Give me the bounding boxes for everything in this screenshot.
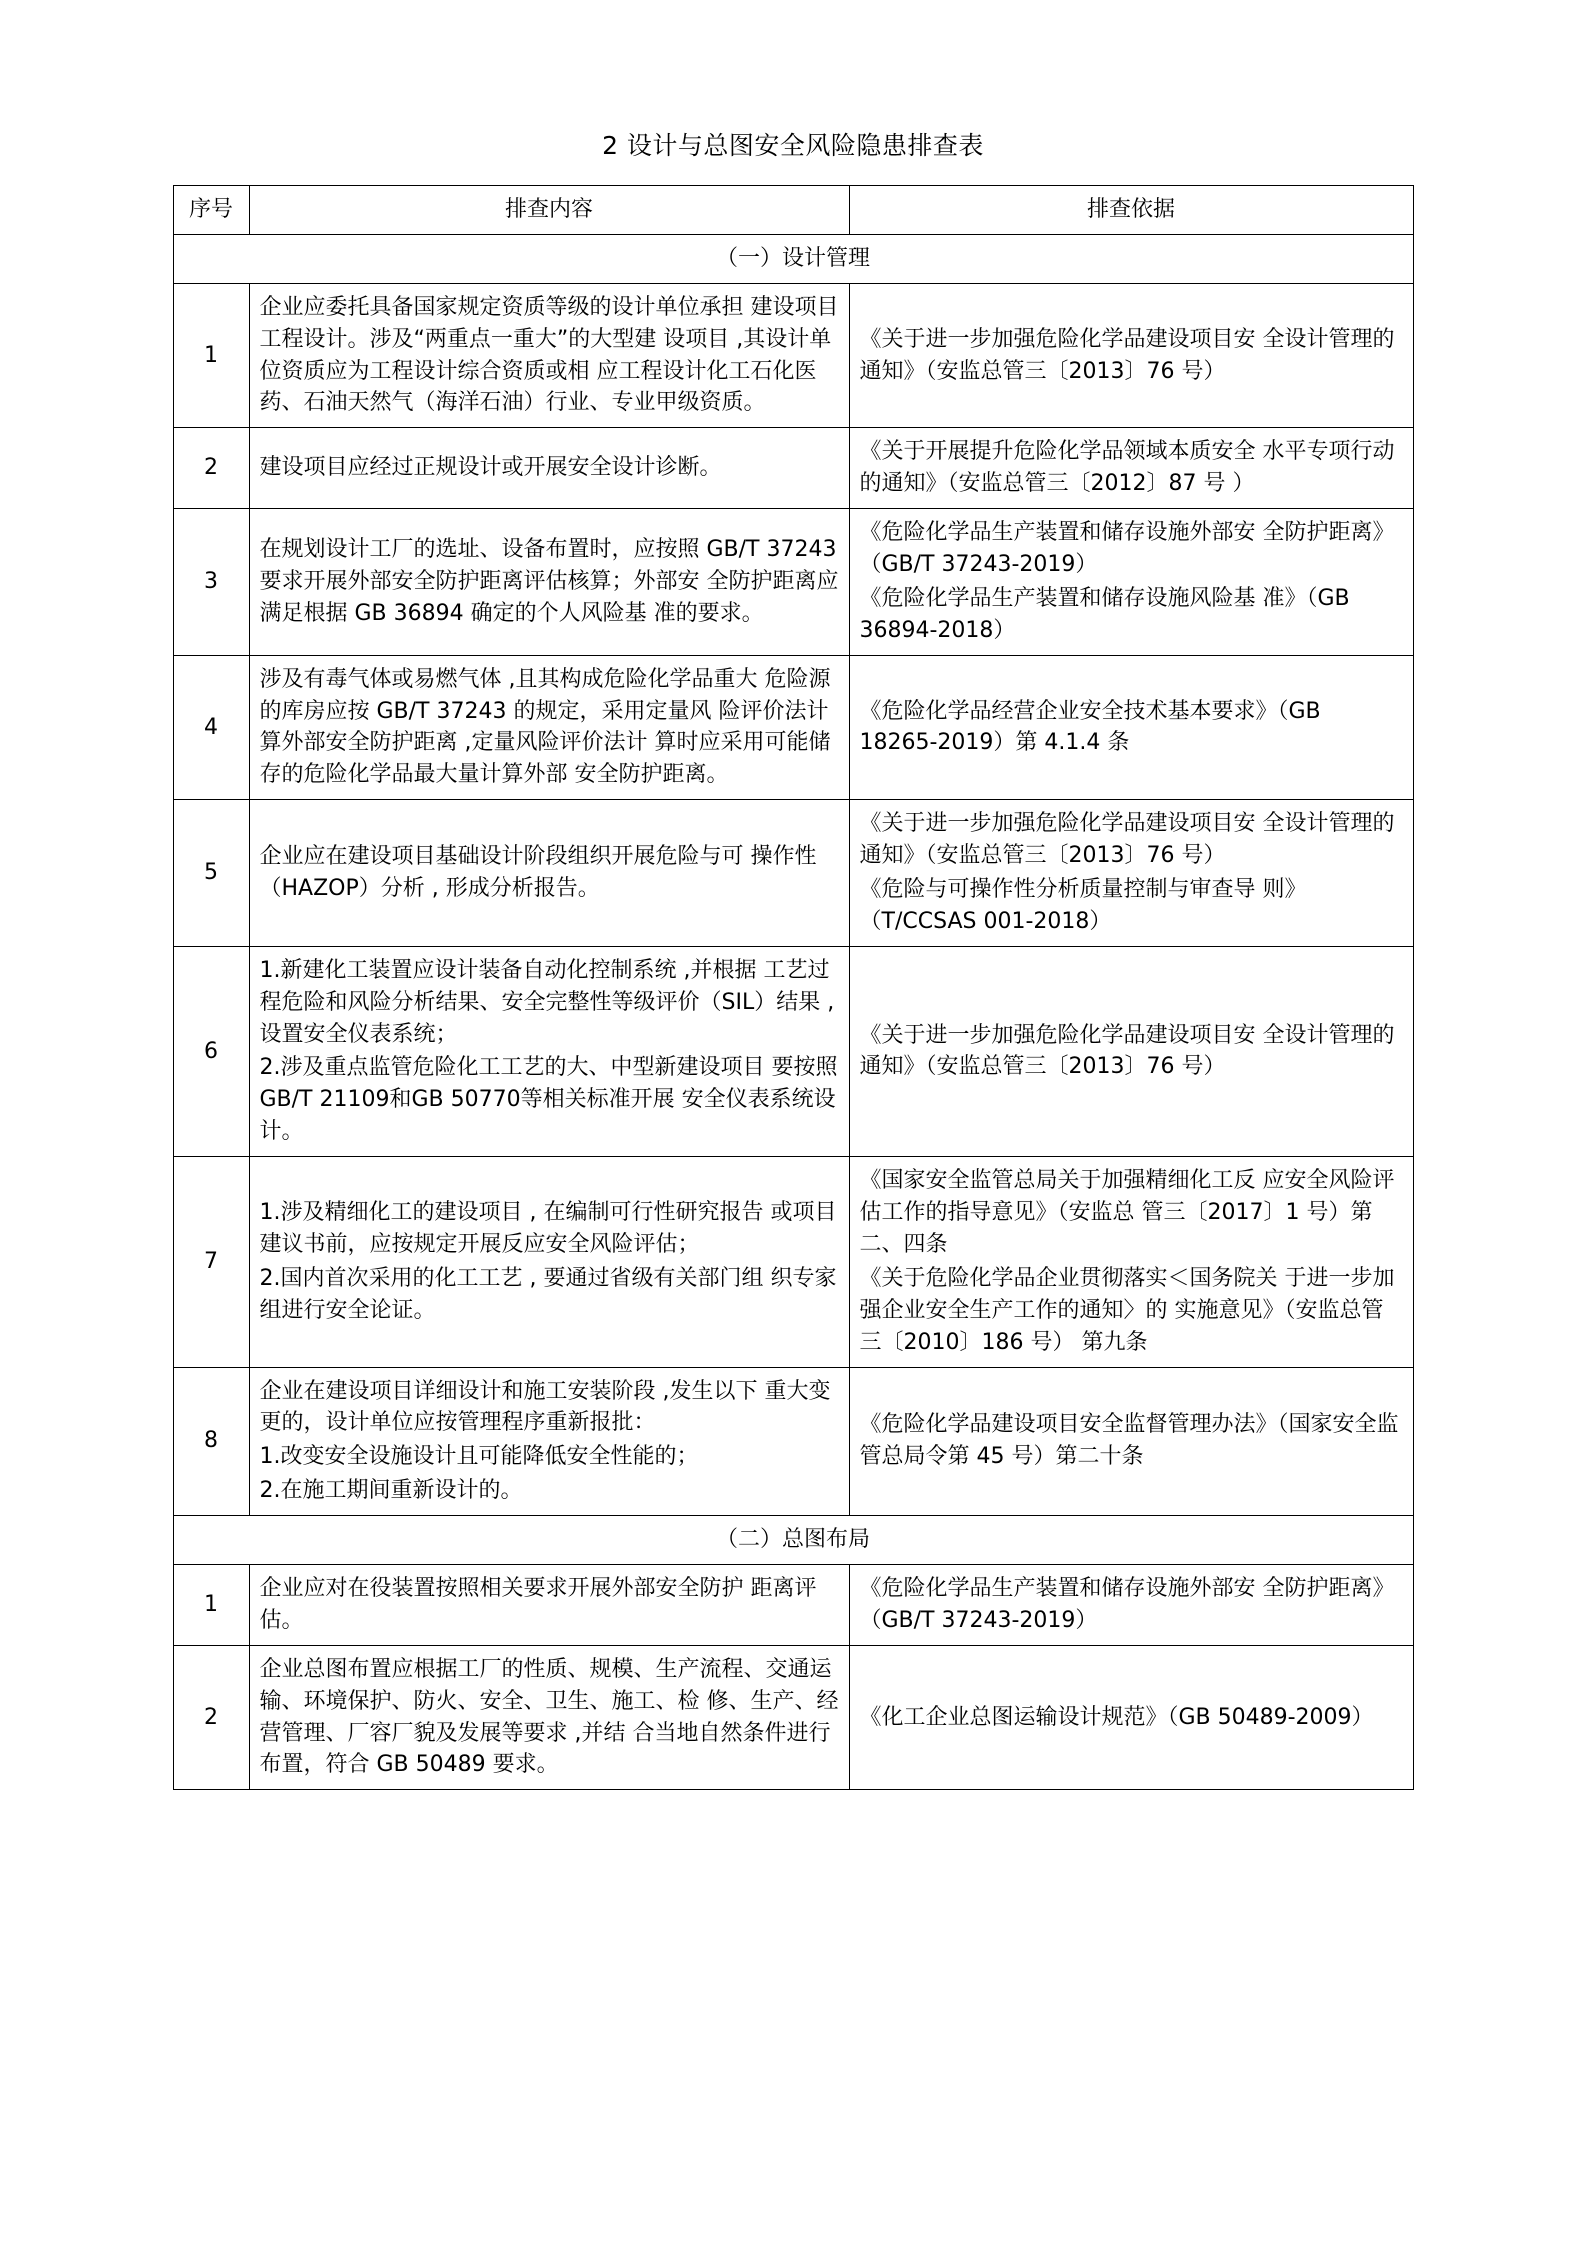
- row-basis: [849, 946, 1413, 1156]
- basis-paragraph: 《关于危险化学品企业贯彻落实＜国务院关 于进一步加强企业安全生产工作的通知〉的 实施意见》（安监总管三〔2010〕186 号） 第九条: [859, 1265, 1395, 1355]
- basis-paragraph: 《危险化学品生产装置和储存设施外部安 全防护距离》（GB/T 37243-2019）: [859, 1575, 1395, 1633]
- content-paragraph: 2.在施工期间重新设计的。: [259, 1478, 523, 1504]
- row-no: 1: [173, 1564, 249, 1645]
- table-row: [173, 428, 1413, 509]
- risk-checklist-table: [173, 185, 1414, 1790]
- row-content: [249, 946, 849, 1156]
- row-no: 7: [173, 1157, 249, 1367]
- row-basis: [849, 655, 1413, 800]
- basis-paragraph: 《危险化学品建设项目安全监督管理办法》（国家安全监管总局令第 45 号）第二十条: [859, 1412, 1399, 1470]
- row-content: [249, 800, 849, 947]
- section-heading: （二）总图布局: [173, 1516, 1413, 1565]
- row-no: 5: [173, 800, 249, 947]
- content-paragraph: 2.涉及重点监管危险化工工艺的大、中型新建设项目 要按照GB/T 21109和GB 50770等相关标准开展 安全仪表系统设计。: [259, 1055, 838, 1145]
- basis-paragraph: 《危险与可操作性分析质量控制与审查导 则》（T/CCSAS 001-2018）: [859, 877, 1307, 934]
- row-no: 1: [173, 283, 249, 428]
- row-no: 8: [173, 1367, 249, 1516]
- column-header-no: 序号: [173, 186, 249, 235]
- row-content: [249, 655, 849, 800]
- basis-paragraph: 《关于进一步加强危险化学品建设项目安 全设计管理的通知》（安监总管三〔2013〕76 号）: [859, 326, 1395, 384]
- content-paragraph: 2.国内首次采用的化工工艺 , 要通过省级有关部门组 织专家组进行安全论证。: [259, 1265, 837, 1323]
- row-basis: [849, 509, 1413, 656]
- basis-paragraph: 《危险化学品经营企业安全技术基本要求》（GB 18265-2019）第 4.1.4 条: [859, 698, 1321, 756]
- table-row: [173, 1367, 1413, 1516]
- table-row: [173, 1157, 1413, 1367]
- row-basis: [849, 1367, 1413, 1516]
- basis-paragraph: 《危险化学品生产装置和储存设施风险基 准》（GB 36894-2018）: [859, 585, 1350, 643]
- row-no: 4: [173, 655, 249, 800]
- page-title: 2 设计与总图安全风险隐患排查表: [602, 131, 984, 160]
- row-no: 2: [173, 428, 249, 509]
- row-content: [249, 428, 849, 509]
- table-row: [173, 655, 1413, 800]
- header-row: [173, 186, 1413, 235]
- table-row: [173, 1645, 1413, 1790]
- table-row: [173, 1564, 1413, 1645]
- row-content: [249, 1645, 849, 1790]
- content-paragraph: 企业应委托具备国家规定资质等级的设计单位承担 建设项目工程设计。涉及“两重点一重大”的大型建 设项目 ,其设计单位资质应为工程设计综合资质或相 应工程设计化工石化医药、石油天然气（海洋石油）行业、专业甲级资质。: [259, 294, 839, 416]
- content-paragraph: 涉及有毒气体或易燃气体 ,且其构成危险化学品重大 危险源的库房应按 GB/T 37243 的规定，采用定量风 险评价法计算外部安全防护距离 ,定量风险评价法计 算时应采用可能储存的危险化学品最大量计算外部 安全防护距离。: [259, 666, 831, 788]
- row-content: [249, 1367, 849, 1516]
- column-header-content: 排查内容: [249, 186, 849, 235]
- content-paragraph: 1.涉及精细化工的建设项目 , 在编制可行性研究报告 或项目建议书前，应按规定开展反应安全风险评估；: [259, 1200, 837, 1257]
- row-content: [249, 1157, 849, 1367]
- table-row: [173, 946, 1413, 1156]
- table-row: [173, 283, 1413, 428]
- row-basis: [849, 800, 1413, 947]
- row-basis: [849, 428, 1413, 509]
- content-paragraph: 企业应在建设项目基础设计阶段组织开展危险与可 操作性（HAZOP）分析 , 形成分析报告。: [259, 844, 817, 902]
- row-content: [249, 283, 849, 428]
- content-paragraph: 1.改变安全设施设计且可能降低安全性能的；: [259, 1444, 699, 1470]
- table-header: [173, 186, 1413, 235]
- section-heading-row: [173, 1516, 1413, 1565]
- content-paragraph: 建设项目应经过正规设计或开展安全设计诊断。: [259, 455, 722, 481]
- table-row: [173, 800, 1413, 947]
- basis-paragraph: 《关于进一步加强危险化学品建设项目安 全设计管理的通知》（安监总管三〔2013〕76 号）: [859, 1022, 1395, 1080]
- row-content: [249, 509, 849, 656]
- row-basis: [849, 1157, 1413, 1367]
- row-no: 2: [173, 1645, 249, 1790]
- row-basis: [849, 1564, 1413, 1645]
- row-no: 3: [173, 509, 249, 656]
- section-heading: （一）设计管理: [173, 234, 1413, 283]
- row-basis: [849, 283, 1413, 428]
- row-basis: [849, 1645, 1413, 1790]
- basis-paragraph: 《化工企业总图运输设计规范》（GB 50489-2009）: [859, 1704, 1374, 1730]
- basis-paragraph: 《关于进一步加强危险化学品建设项目安 全设计管理的通知》（安监总管三〔2013〕76 号）: [859, 811, 1395, 869]
- content-paragraph: 1.新建化工装置应设计装备自动化控制系统 ,并根据 工艺过程危险和风险分析结果、安全完整性等级评价（SIL）结果 , 设置安全仪表系统；: [259, 957, 835, 1047]
- table-row: [173, 509, 1413, 656]
- content-paragraph: 企业应对在役装置按照相关要求开展外部安全防护 距离评估。: [259, 1575, 817, 1633]
- basis-paragraph: 《危险化学品生产装置和储存设施外部安 全防护距离》（GB/T 37243-2019）: [859, 520, 1395, 578]
- table-body: [173, 234, 1413, 1789]
- row-no: 6: [173, 946, 249, 1156]
- column-header-basis: 排查依据: [849, 186, 1413, 235]
- content-paragraph: 在规划设计工厂的选址、设备布置时，应按照 GB/T 37243 要求开展外部安全防护距离评估核算；外部安 全防护距离应满足根据 GB 36894 确定的个人风险基 准的要求。: [259, 537, 839, 626]
- content-paragraph: 企业总图布置应根据工厂的性质、规模、生产流程、交通运输、环境保护、防火、安全、卫生、施工、检 修、生产、经营管理、厂容厂貌及发展等要求 ,并结 合当地自然条件进行布置，符合 GB 50489 要求。: [259, 1656, 839, 1778]
- row-content: [249, 1564, 849, 1645]
- section-heading-row: [173, 234, 1413, 283]
- content-paragraph: 企业在建设项目详细设计和施工安装阶段 ,发生以下 重大变更的，设计单位应按管理程序重新报批：: [259, 1378, 831, 1436]
- basis-paragraph: 《国家安全监管总局关于加强精细化工反 应安全风险评估工作的指导意见》（安监总 管三〔2017〕1 号）第二、四条: [859, 1168, 1395, 1257]
- basis-paragraph: 《关于开展提升危险化学品领域本质安全 水平专项行动的通知》（安监总管三〔2012〕87 号 ）: [859, 439, 1395, 497]
